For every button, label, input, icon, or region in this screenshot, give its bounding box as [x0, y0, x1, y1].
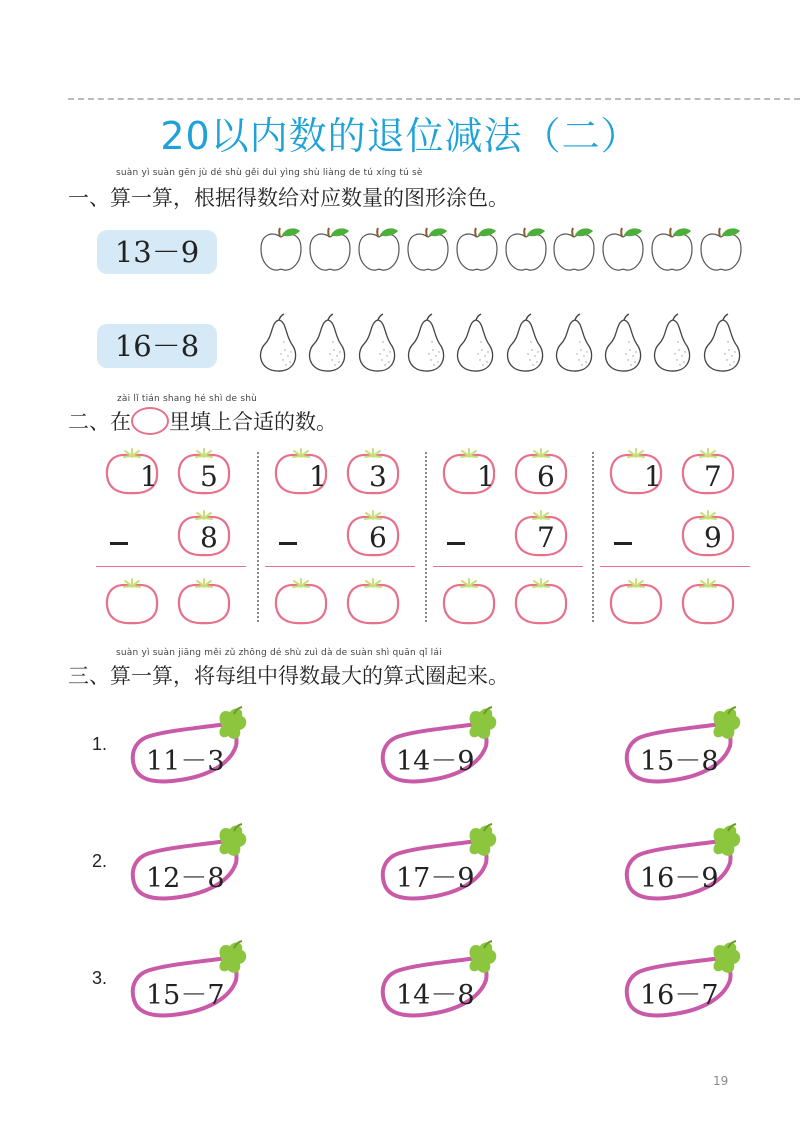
answer-tomato[interactable]: [441, 578, 497, 626]
pear-icon[interactable]: [304, 312, 350, 378]
minus-sign: [279, 542, 297, 545]
eggplant-expression[interactable]: [624, 940, 744, 1020]
answer-line: [265, 566, 415, 567]
apple-icon[interactable]: [600, 225, 646, 277]
digit: 6: [369, 521, 387, 554]
expression-text: 16－7: [640, 980, 719, 1011]
apple-icon[interactable]: [649, 225, 695, 277]
answer-line: [96, 566, 246, 567]
page-number: 19: [713, 1074, 729, 1088]
expression-text: 15－8: [640, 746, 719, 777]
eggplant-expression[interactable]: [624, 706, 744, 786]
answer-line: [433, 566, 583, 567]
circle-icon: [131, 407, 169, 435]
answer-tomato[interactable]: [513, 578, 569, 626]
answer-tomato[interactable]: [176, 578, 232, 626]
apple-icon[interactable]: [551, 225, 597, 277]
pear-icon[interactable]: [699, 312, 745, 378]
pear-icon[interactable]: [403, 312, 449, 378]
apple-icon[interactable]: [307, 225, 353, 277]
eggplant-expression[interactable]: [624, 823, 744, 903]
apple-icon[interactable]: [356, 225, 402, 277]
digit: 1: [477, 460, 495, 493]
eggplant-expression[interactable]: [380, 940, 500, 1020]
expression-text: 17－9: [396, 863, 475, 894]
section2-pinyin: zài lǐ tián shang hé shì de shù: [117, 394, 258, 404]
digit: 1: [309, 460, 327, 493]
expr-box-16-8: 16－8: [97, 324, 217, 368]
eggplant-expression[interactable]: [380, 823, 500, 903]
answer-line: [600, 566, 750, 567]
eggplant-expression[interactable]: [130, 706, 250, 786]
group-number: 1.: [92, 734, 108, 754]
apple-icon[interactable]: [405, 225, 451, 277]
digit: 7: [537, 521, 555, 554]
section1-heading: 一、算一算，根据得数给对应数量的图形涂色。: [68, 186, 509, 210]
digit: 8: [200, 521, 218, 554]
pear-icon[interactable]: [600, 312, 646, 378]
answer-tomato[interactable]: [608, 578, 664, 626]
section2-heading-a: 二、在: [68, 410, 131, 434]
answer-tomato[interactable]: [680, 578, 736, 626]
answer-tomato[interactable]: [273, 578, 329, 626]
eggplant-expression[interactable]: [380, 706, 500, 786]
section1-pinyin: suàn yì suàn gēn jù dé shù gěi duì yìng shù liàng de tú xíng tú sè: [116, 168, 423, 178]
apple-icon[interactable]: [503, 225, 549, 277]
pear-icon[interactable]: [649, 312, 695, 378]
apple-icon[interactable]: [698, 225, 744, 277]
expr-box-13-9: 13－9: [97, 230, 217, 274]
pear-icon[interactable]: [354, 312, 400, 378]
pear-icon[interactable]: [452, 312, 498, 378]
eggplant-expression[interactable]: [130, 940, 250, 1020]
minus-sign: [110, 542, 128, 545]
expression-text: 14－9: [396, 746, 475, 777]
eggplant-expression[interactable]: [130, 823, 250, 903]
digit: 5: [200, 460, 218, 493]
apple-icon[interactable]: [258, 225, 304, 277]
expression-text: 11－3: [146, 746, 225, 777]
page-title: 20以内数的退位减法（二）: [160, 114, 640, 158]
answer-tomato[interactable]: [104, 578, 160, 626]
minus-sign: [447, 542, 465, 545]
pear-icon[interactable]: [502, 312, 548, 378]
pear-icon[interactable]: [255, 312, 301, 378]
section2-heading: [68, 406, 337, 437]
expression-text: 12－8: [146, 863, 225, 894]
expression-text: 14－8: [396, 980, 475, 1011]
column-separator: [257, 452, 259, 622]
digit: 1: [140, 460, 158, 493]
expression-text: 16－9: [640, 863, 719, 894]
column-separator: [592, 452, 594, 622]
minus-sign: [614, 542, 632, 545]
group-number: 2.: [92, 851, 108, 871]
section3-heading: 三、算一算，将每组中得数最大的算式圈起来。: [68, 664, 509, 688]
digit: 1: [644, 460, 662, 493]
top-divider: [68, 98, 800, 100]
apple-icon[interactable]: [454, 225, 500, 277]
group-number: 3.: [92, 968, 108, 988]
answer-tomato[interactable]: [345, 578, 401, 626]
section2-heading-b: 里填上合适的数。: [169, 410, 337, 434]
digit: 3: [369, 460, 387, 493]
digit: 6: [537, 460, 555, 493]
pear-icon[interactable]: [551, 312, 597, 378]
digit: 7: [704, 460, 722, 493]
expression-text: 15－7: [146, 980, 225, 1011]
digit: 9: [704, 521, 722, 554]
column-separator: [425, 452, 427, 622]
section3-pinyin: suàn yì suàn jiāng měi zǔ zhōng dé shù zuì dà de suàn shì quān qǐ lái: [116, 648, 442, 658]
